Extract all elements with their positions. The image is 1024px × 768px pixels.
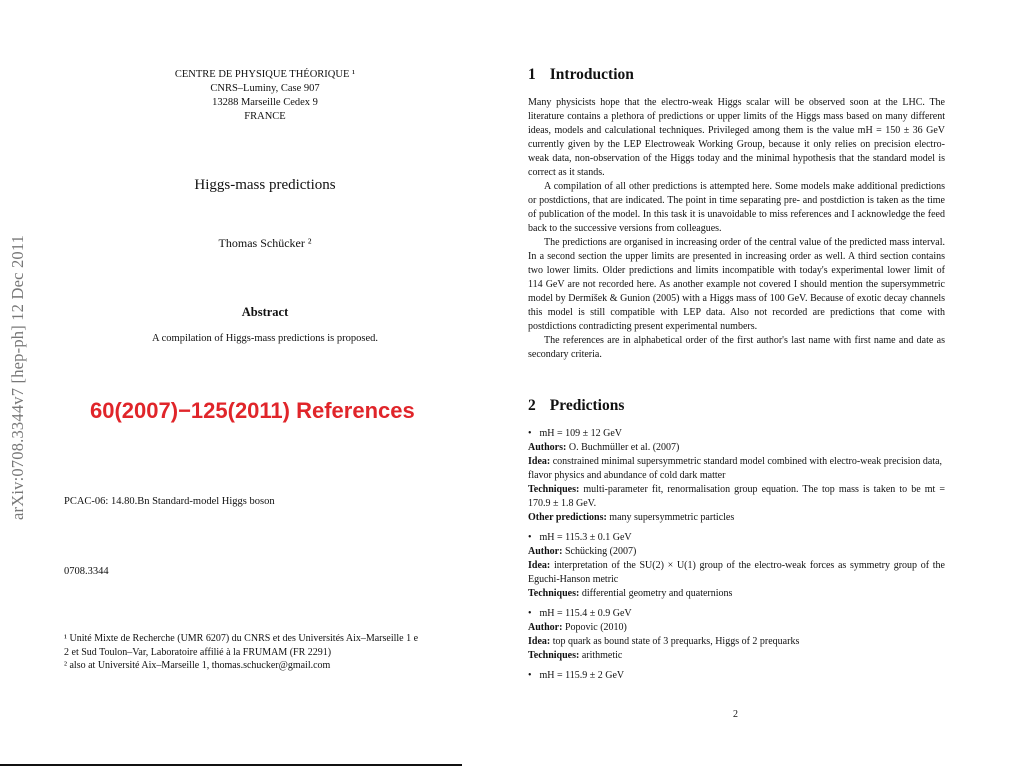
footnotes — [64, 632, 464, 673]
prediction-mass: • mH = 115.9 ± 2 GeV — [528, 670, 625, 681]
prediction-authors: Authors: O. Buchmüller et al. (2007) — [528, 442, 680, 453]
address-line: CNRS–Luminy, Case 907 — [210, 83, 320, 94]
predictions-list — [528, 427, 945, 689]
footnote: ² also at Université Aix–Marseille 1, thomas.schucker@gmail.com — [64, 660, 331, 671]
section-heading-predictions — [528, 397, 624, 415]
paper-title: Higgs-mass predictions — [194, 177, 336, 193]
prediction-idea: Idea: constrained minimal supersymmetric standard model combined with electro-weak precision data, flavor physics and abundance of cold dark matter — [528, 456, 943, 481]
abstract-heading: Abstract — [241, 305, 289, 319]
paragraph: Many physicists hope that the electro-weak Higgs scalar will be observed soon at the LHC. The literature contains a plethora of predictions or upper limits of the Higgs mass based on many different ideas, models and calculational techniques. Privileged among them is the value mH = 150 ± 36 GeV currently given by the LEP Electroweak Working Group, because it only relies on precision electro-weak data, non-observation of the Higgs today and the minimal hypothesis that the standard model is correct as it stands. — [528, 97, 945, 178]
arxiv-sidebar-id: arXiv:0708.3344v7 [hep-ph] 12 Dec 2011 — [8, 234, 27, 520]
section-heading-introduction — [528, 66, 634, 84]
pacs-code: PCAC-06: 14.80.Bn Standard-model Higgs boson — [64, 496, 275, 507]
address-line: FRANCE — [244, 111, 286, 122]
section-number: 1 — [528, 66, 536, 83]
prediction-idea: Idea: top quark as bound state of 3 prequarks, Higgs of 2 prequarks — [528, 636, 800, 647]
institution-address — [90, 68, 440, 124]
address-line: CENTRE DE PHYSIQUE THÉORIQUE ¹ — [174, 69, 356, 80]
prediction-other: Other predictions: many supersymmetric particles — [528, 512, 735, 523]
prediction-item — [528, 531, 945, 601]
section-title: Predictions — [549, 397, 625, 414]
page-number: 2 — [733, 709, 738, 720]
prediction-techniques: Techniques: differential geometry and quaternions — [528, 588, 733, 599]
prediction-mass: • mH = 109 ± 12 GeV — [528, 428, 623, 439]
paragraph: A compilation of all other predictions is attempted here. Some models make additional predictions or postdictions, that are indicated. The point in time separating pre- and postdiction is taken as the time of publication of the model. In this task it is unavoidable to miss references and I acknowledge the feed back to the successive versions from colleagues. — [528, 181, 945, 234]
address-line: 13288 Marseille Cedex 9 — [212, 97, 318, 108]
prediction-mass: • mH = 115.3 ± 0.1 GeV — [528, 532, 632, 543]
prediction-techniques: Techniques: multi-parameter fit, renormalisation group equation. The top mass is taken to be mt = 170.9 ± 1.8 GeV. — [528, 484, 945, 509]
prediction-mass: • mH = 115.4 ± 0.9 GeV — [528, 608, 632, 619]
section-title: Introduction — [549, 66, 634, 83]
paper-author: Thomas Schücker ² — [218, 236, 312, 250]
prediction-item — [528, 669, 945, 683]
prediction-authors: Author: Popovic (2010) — [528, 622, 627, 633]
prediction-item — [528, 607, 945, 663]
prediction-techniques: Techniques: arithmetic — [528, 650, 623, 661]
abstract-text: A compilation of Higgs-mass predictions is proposed. — [151, 333, 379, 344]
paragraph: The predictions are organised in increasing order of the central value of the predicted mass interval. In a second section the upper limits are presented in increasing order as well. A third section contains two lower limits. Older predictions and limits incompatible with today's experimental lower limit of 114 GeV are not recorded here. As another example not covered I should mention the supersymmetric model by Dermíšek & Gunion (2005) with a Higgs mass of 100 GeV. Because of exotic decay channels this model is still compatible with LEP data. Also not recorded are predictions that come with postdictions contradicting present experimental numbers. — [528, 237, 945, 332]
prediction-authors: Author: Schücking (2007) — [528, 546, 637, 557]
prediction-idea: Idea: interpretation of the SU(2) × U(1) group of the electro-weak forces as symmetry group of the Eguchi-Hanson metric — [528, 560, 945, 585]
footnote: 2 et Sud Toulon–Var, Laboratoire affilié à la FRUMAM (FR 2291) — [64, 646, 332, 658]
footnote: ¹ Unité Mixte de Recherche (UMR 6207) du CNRS et des Universités Aix–Marseille 1 e — [64, 633, 419, 644]
references-overlay-label: 60(2007)−125(2011) References — [90, 398, 415, 423]
introduction-body — [528, 96, 945, 362]
paragraph: The references are in alphabetical order of the first author's last name with first name and date as secondary criteria. — [528, 335, 945, 360]
page-bottom-rule — [0, 764, 462, 766]
prediction-item — [528, 427, 945, 525]
section-number: 2 — [528, 397, 536, 414]
arxiv-number: 0708.3344 — [64, 566, 109, 577]
